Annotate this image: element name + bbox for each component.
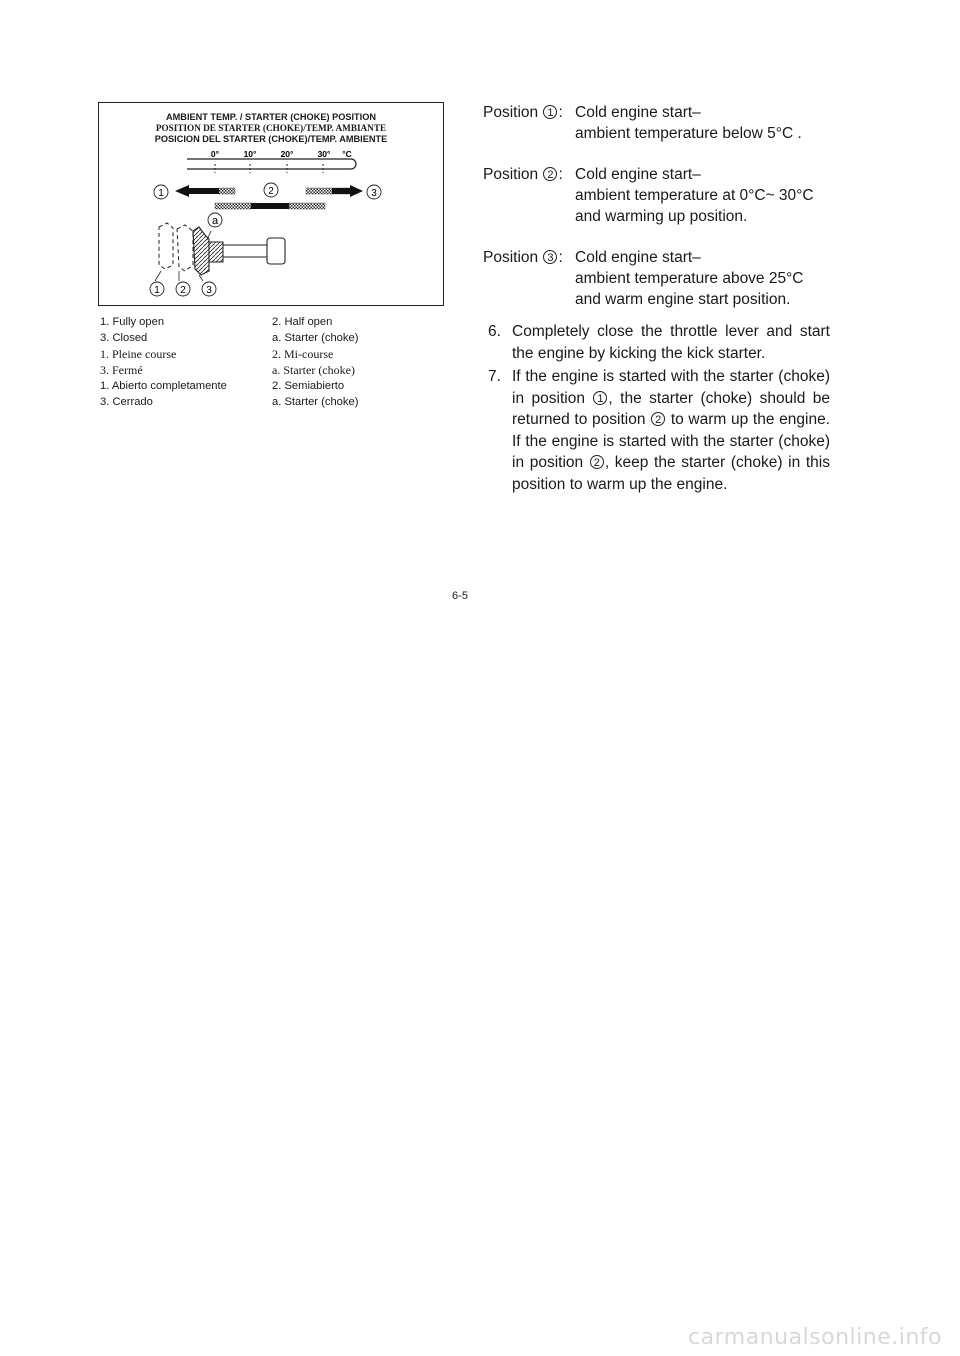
svg-text:a: a <box>211 215 219 227</box>
legend-row <box>100 314 440 330</box>
choke-diagram <box>99 103 443 305</box>
position-text: ambient temperature above 25°C <box>575 270 804 287</box>
position-label: Position 2 : <box>483 166 563 183</box>
arrow-callout-1 <box>154 185 168 199</box>
circled-number: 1 <box>593 391 607 405</box>
position-text: ambient temperature at 0°C~ 30°C <box>575 187 814 204</box>
legend-row <box>100 394 440 410</box>
figure-title-es: POSICION DEL STARTER (CHOKE)/TEMP. AMBIENTE <box>154 134 388 144</box>
svg-text:3: 3 <box>371 188 377 199</box>
legend-item: a. Starter (choke) <box>272 396 359 408</box>
svg-text:1: 1 <box>154 285 160 296</box>
circled-number: 3 <box>543 250 557 264</box>
figure-legend <box>100 314 440 410</box>
circled-number: 1 <box>543 105 557 119</box>
figure-title-en: AMBIENT TEMP. / STARTER (CHOKE) POSITION <box>166 112 376 122</box>
step-number: 6. <box>488 323 501 340</box>
step-text: If the engine is started with the starter (choke) in position 1 , the starter (choke) should be returned to position 2 to warm up the engine. If the engine is started with the starter (choke) in position 2 , keep the starter (choke) in this position to warm up the engine. <box>512 368 830 493</box>
legend-item: 1. Pleine course <box>100 347 177 361</box>
scale-tick-20: 20° <box>280 149 294 159</box>
scale-tick-30: 30° <box>317 149 331 159</box>
position-2-block <box>483 164 833 227</box>
svg-text:3: 3 <box>206 285 212 296</box>
scale-unit: °C <box>342 149 352 159</box>
arrow-callout-3 <box>367 185 381 199</box>
step-7 <box>488 366 830 495</box>
position-text: and warming up position. <box>575 208 748 225</box>
legend-item: 1. Abierto completamente <box>100 380 227 392</box>
temperature-scale <box>187 149 356 173</box>
legend-item: 2. Semiabierto <box>272 380 345 392</box>
svg-text:2: 2 <box>180 285 186 296</box>
legend-row <box>100 362 440 378</box>
legend-item: a. Starter (choke) <box>272 363 355 377</box>
figure-title-fr: POSITION DE STARTER (CHOKE)/TEMP. AMBIANTE <box>155 123 387 133</box>
position-label: Position 3 : <box>483 249 563 266</box>
position-callout-2 <box>176 282 190 296</box>
position-3-block <box>483 247 833 310</box>
position-text: Cold engine start– <box>575 166 701 183</box>
legend-row <box>100 330 440 346</box>
left-arrow <box>175 185 235 197</box>
circled-number: 2 <box>651 412 665 426</box>
position-callout-3 <box>202 282 216 296</box>
arrow-callout-2 <box>264 183 278 197</box>
position-label: Position 1 : <box>483 104 563 121</box>
scale-tick-0: 0° <box>210 149 220 159</box>
legend-item: 3. Fermé <box>100 363 143 377</box>
svg-text:2: 2 <box>268 186 274 197</box>
position-text: Cold engine start– <box>575 249 701 266</box>
step-text: Completely close the throttle lever and start the engine by kicking the kick starter. <box>512 323 830 362</box>
instruction-steps <box>488 321 830 497</box>
position-text: ambient temperature below 5°C . <box>575 125 802 142</box>
position-callout-1 <box>150 282 164 296</box>
step-6 <box>488 321 830 364</box>
svg-text:1: 1 <box>158 188 164 199</box>
circled-number: 2 <box>543 167 557 181</box>
right-arrow <box>306 185 363 197</box>
scale-tick-10: 10° <box>243 149 257 159</box>
watermark: carmanualsonline.info <box>688 1325 942 1350</box>
legend-item: 1. Fully open <box>100 316 165 328</box>
legend-item: 3. Closed <box>100 332 148 344</box>
choke-position-figure <box>98 102 444 306</box>
middle-bar <box>215 203 325 209</box>
circled-number: 2 <box>590 455 604 469</box>
step-number: 7. <box>488 368 501 385</box>
position-text: and warm engine start position. <box>575 291 791 308</box>
legend-item: 2. Half open <box>272 316 333 328</box>
legend-row <box>100 346 440 362</box>
position-text: Cold engine start– <box>575 104 701 121</box>
legend-item: 3. Cerrado <box>100 396 153 408</box>
position-1-block <box>483 102 833 144</box>
callout-a <box>208 213 222 227</box>
page-number: 6-5 <box>452 590 468 602</box>
legend-row <box>100 378 440 394</box>
legend-item: a. Starter (choke) <box>272 332 359 344</box>
choke-lever-drawing <box>155 223 285 281</box>
legend-item: 2. Mi-course <box>272 347 334 361</box>
position-descriptions <box>483 102 833 330</box>
